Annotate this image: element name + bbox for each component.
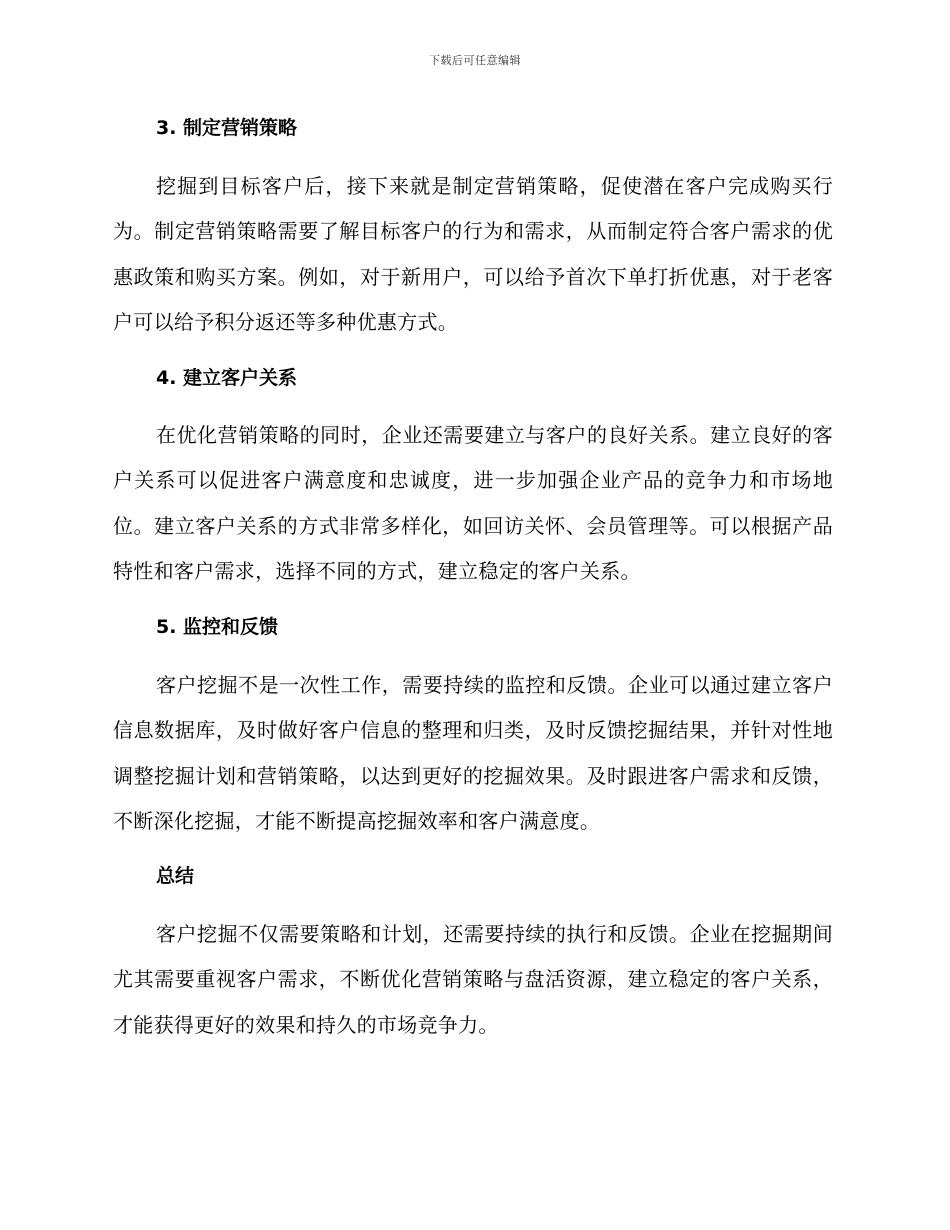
section-paragraph-summary: 客户挖掘不仅需要策略和计划，还需要持续的执行和反馈。企业在挖掘期间尤其需要重视客户需求，不断优化营销策略与盘活资源，建立稳定的客户关系，才能获得更好的效果和持久的市场竞争力。 bbox=[113, 922, 833, 1037]
section-heading-marketing-strategy: 3. 制定营销策略 bbox=[156, 117, 298, 139]
section-paragraph-marketing-strategy: 挖掘到目标客户后，接下来就是制定营销策略，促使潜在客户完成购买行为。制定营销策略需要了解目标客户的行为和需求，从而制定符合客户需求的优惠政策和购买方案。例如，对于新用户，可以给予首次下单打折优惠，对于老客户可以给予积分返还等多种优惠方式。 bbox=[113, 174, 833, 334]
section-heading-monitoring-feedback: 5. 监控和反馈 bbox=[156, 616, 279, 638]
section-paragraph-monitoring-feedback: 客户挖掘不是一次性工作，需要持续的监控和反馈。企业可以通过建立客户信息数据库，及时做好客户信息的整理和归类，及时反馈挖掘结果，并针对性地调整挖掘计划和营销策略，以达到更好的挖掘效果。及时跟进客户需求和反馈，不断深化挖掘，才能不断提高挖掘效率和客户满意度。 bbox=[113, 673, 833, 833]
section-paragraph-customer-relationship: 在优化营销策略的同时，企业还需要建立与客户的良好关系。建立良好的客户关系可以促进客户满意度和忠诚度，进一步加强企业产品的竞争力和市场地位。建立客户关系的方式非常多样化，如回访关怀、会员管理等。可以根据产品特性和客户需求，选择不同的方式，建立稳定的客户关系。 bbox=[113, 423, 833, 583]
section-heading-customer-relationship: 4. 建立客户关系 bbox=[156, 367, 298, 389]
page-header-note: 下载后可任意编辑 bbox=[429, 54, 521, 67]
section-heading-summary: 总结 bbox=[156, 865, 195, 887]
